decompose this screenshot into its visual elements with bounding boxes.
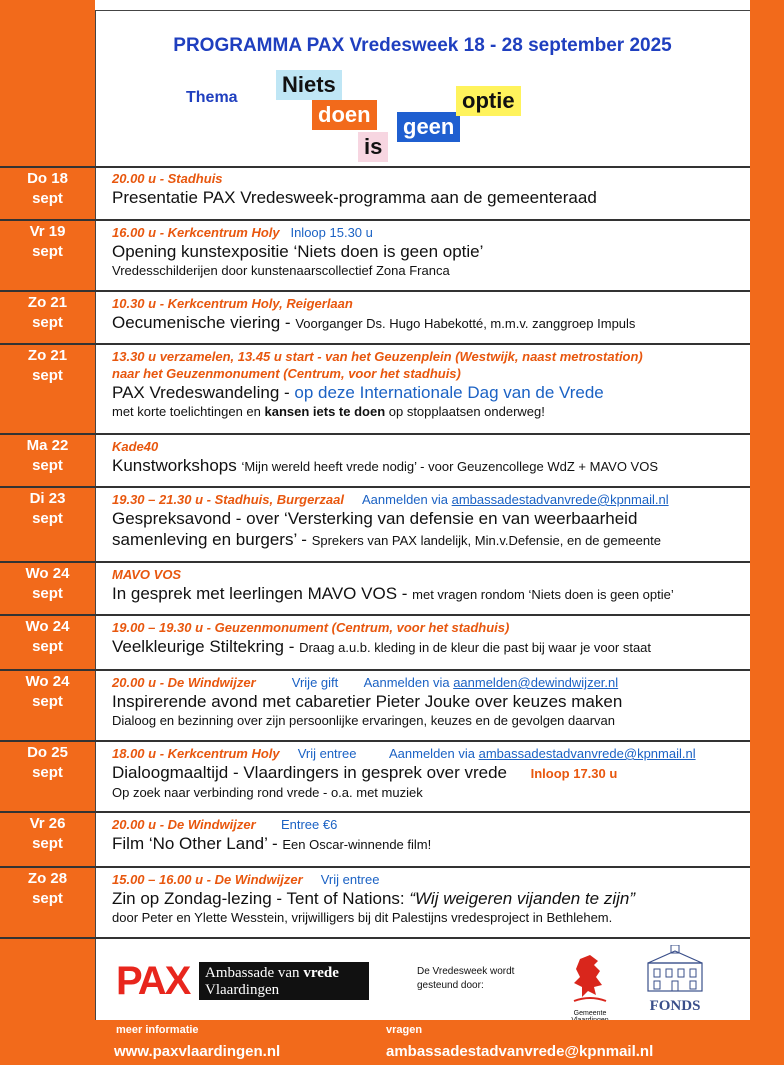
row-separator [0, 166, 750, 168]
event-inloop: Inloop 17.30 u [530, 766, 618, 781]
event-fee: Vrije gift [291, 675, 339, 690]
event-day: Wo 24 sept [25, 565, 70, 602]
event-title: PAX Vredeswandeling - [112, 383, 295, 402]
event-description: met korte toelichtingen en [112, 404, 265, 419]
event-title: Film ‘No Other Land’ - [112, 834, 283, 853]
event-note: Aanmelden via [362, 492, 448, 507]
event-note: Inloop 15.30 u [290, 225, 373, 240]
theme-tile-niets: Niets [276, 70, 342, 100]
register-email-link[interactable]: ambassadestadvanvrede@kpnmail.nl [451, 492, 669, 507]
row-separator [0, 433, 750, 435]
row-separator [0, 811, 750, 813]
event-description: Draag a.u.b. kleding in de kleur die past bij waar je voor staat [299, 640, 652, 655]
event-time-location: 20.00 u - De Windwijzer [112, 817, 256, 832]
register-email-link[interactable]: ambassadestadvanvrede@kpnmail.nl [478, 746, 696, 761]
event-title: Kunstworkshops [112, 456, 242, 475]
event-title: Opening kunstexpositie ‘Niets doen is geen optie’ [112, 242, 484, 261]
website-link[interactable]: www.paxvlaardingen.nl [114, 1043, 281, 1060]
event-time-location: 15.00 – 16.00 u - De Windwijzer [112, 872, 303, 887]
event-time-location: 16.00 u - Kerkcentrum Holy [112, 225, 280, 240]
thema-label: Thema [186, 89, 238, 106]
event-description: Een Oscar-winnende film! [282, 837, 432, 852]
row-separator [0, 669, 750, 671]
event-item [112, 816, 742, 855]
event-description: ‘Mijn wereld heeft vrede nodig’ - voor Geuzencollege WdZ + MAVO VOS [241, 459, 658, 474]
event-title: Inspirerende avond met cabaretier Pieter Jouke over keuzes maken [112, 692, 623, 711]
event-title: Gespreksavond - over ‘Versterking van defensie en van weerbaarheid [112, 509, 638, 528]
row-separator [0, 614, 750, 616]
event-title-cont: samenleving en burgers’ - [112, 530, 312, 549]
event-day: Di 23 sept [29, 490, 66, 527]
event-day: Wo 24 sept [25, 618, 70, 655]
row-separator [0, 866, 750, 868]
event-fee: Vrij entree [297, 746, 357, 761]
event-route: naar het Geuzenmonument (Centrum, voor het stadhuis) [112, 366, 461, 381]
theme-tile-is: is [358, 132, 388, 162]
ambassade-city: Vlaardingen [205, 982, 280, 998]
event-day: Vr 19 sept [29, 223, 66, 260]
event-time-location: 20.00 u - De Windwijzer [112, 675, 256, 690]
info-label: meer informatie [116, 1024, 199, 1036]
right-orange-bar [750, 0, 784, 1065]
event-item [112, 491, 742, 551]
theme-tile-optie: optie [456, 86, 521, 116]
row-separator [0, 486, 750, 488]
row-separator [0, 740, 750, 742]
event-item [112, 295, 742, 334]
event-item [112, 170, 742, 208]
event-time-location: 10.30 u - Kerkcentrum Holy, Reigerlaan [112, 296, 353, 311]
ambassade-text-bold: vrede [303, 965, 339, 981]
event-item [112, 566, 742, 605]
event-time-location: 13.30 u verzamelen, 13.45 u start - van het Geuzenplein (Westwijk, naast metrostation) [112, 349, 643, 364]
ambassade-text: Ambassade van [205, 965, 304, 981]
support-text: De Vredesweek wordt gesteund door: [417, 966, 515, 991]
event-description: Op zoek naar verbinding rond vrede - o.a. met muziek [112, 785, 423, 800]
event-title: Presentatie PAX Vredesweek-programma aan de gemeenteraad [112, 188, 597, 207]
event-description: Vredesschilderijen door kunstenaarscollectief Zona Franca [112, 263, 450, 278]
event-time-location: Kade40 [112, 439, 159, 454]
event-description: Voorganger Ds. Hugo Habekotté, m.m.v. zanggroep Impuls [295, 316, 636, 331]
gemeente-lion-logo [560, 951, 620, 1017]
event-title: In gesprek met leerlingen MAVO VOS - [112, 584, 413, 603]
event-note: Aanmelden via [363, 675, 450, 690]
fonds-name: FONDS [649, 998, 701, 1014]
row-separator [0, 343, 750, 345]
theme-tile-doen: doen [312, 100, 377, 130]
event-description: met vragen rondom ‘Niets doen is geen optie’ [412, 587, 674, 602]
theme-tile-geen: geen [397, 112, 460, 142]
event-time-location: 19.00 – 19.30 u - Geuzenmonument (Centrum, voor het stadhuis) [112, 620, 510, 635]
event-description: Sprekers van PAX landelijk, Min.v.Defensie, en de gemeente [311, 533, 661, 548]
event-title: Zin op Zondag-lezing - Tent of Nations: [112, 889, 410, 908]
event-time-location: 18.00 u - Kerkcentrum Holy [112, 746, 280, 761]
event-note: Aanmelden via [388, 746, 475, 761]
event-item [112, 348, 742, 420]
event-item [112, 745, 742, 801]
event-subtitle: op deze Internationale Dag van de Vrede [294, 383, 604, 402]
fonds-logo [640, 945, 710, 1013]
event-title: Dialoogmaaltijd - Vlaardingers in gesprek over vrede [112, 763, 507, 782]
event-fee: Vrij entree [320, 872, 380, 887]
event-fee: Entree €6 [280, 817, 338, 832]
event-description-bold: kansen iets te doen [264, 404, 386, 419]
event-item [112, 438, 742, 477]
event-item [112, 871, 742, 926]
event-item [112, 224, 742, 279]
event-day: Do 18 sept [27, 170, 68, 207]
event-time-location: 20.00 u - Stadhuis [112, 171, 223, 186]
row-separator [0, 290, 750, 292]
ambassade-logo [199, 962, 369, 1000]
row-separator [0, 561, 750, 563]
event-description-end: op stopplaatsen onderweg! [385, 404, 545, 419]
event-day: Do 25 sept [27, 744, 68, 781]
event-day: Wo 24 sept [25, 673, 70, 710]
pax-logo: PAX [116, 959, 190, 1003]
contact-email-link[interactable]: ambassadestadvanvrede@kpnmail.nl [386, 1043, 654, 1060]
event-day: Vr 26 sept [29, 815, 66, 852]
event-title: Veelkleurige Stiltekring - [112, 637, 300, 656]
event-description: Dialoog en bezinning over zijn persoonlijke ervaringen, keuzes en de gevolgen daarvan [112, 713, 615, 728]
event-day: Ma 22 sept [26, 437, 69, 474]
vragen-label: vragen [386, 1024, 423, 1036]
event-quote: “Wij weigeren vijanden te zijn” [409, 889, 636, 908]
event-item [112, 619, 742, 658]
event-day: Zo 21 sept [27, 294, 68, 331]
event-description: door Peter en Ylette Wesstein, vrijwilligers bij dit Palestijns vredesproject in Bethlehem. [112, 910, 613, 925]
event-day: Zo 28 sept [27, 870, 68, 907]
event-item [112, 674, 742, 729]
event-time-location: MAVO VOS [112, 567, 182, 582]
event-day: Zo 21 sept [27, 347, 68, 384]
event-time-location: 19.30 – 21.30 u - Stadhuis, Burgerzaal [112, 492, 344, 507]
event-title: Oecumenische viering - [112, 313, 296, 332]
row-separator [0, 937, 750, 939]
page-title: PROGRAMMA PAX Vredesweek 18 - 28 september 2025 [173, 35, 672, 56]
gemeente-name: Gemeente [573, 1010, 607, 1017]
register-email-link[interactable]: aanmelden@dewindwijzer.nl [453, 675, 619, 690]
row-separator [0, 219, 750, 221]
